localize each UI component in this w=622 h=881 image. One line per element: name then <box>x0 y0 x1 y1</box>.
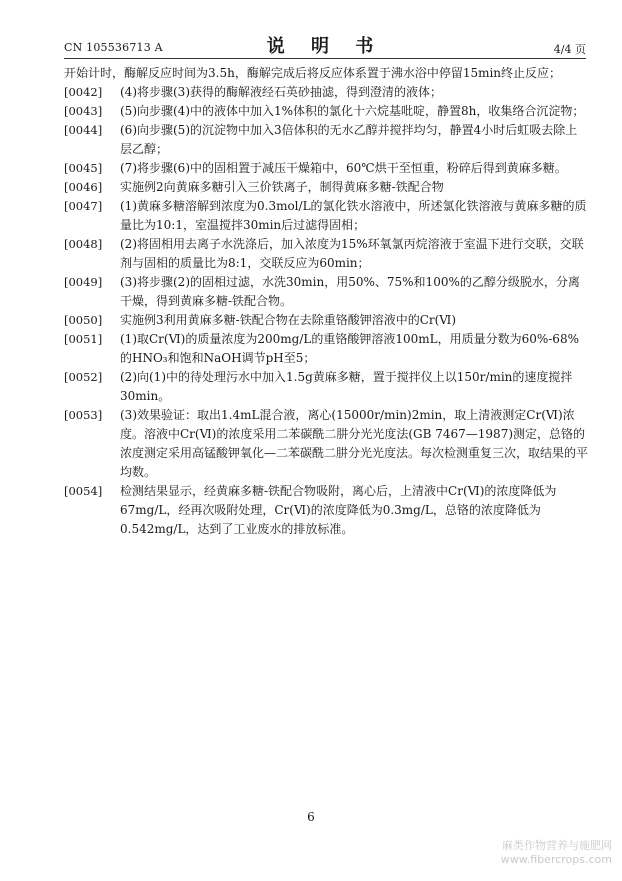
paragraph-number: [0044] <box>64 123 103 137</box>
paragraph-text: (1)黄麻多糖溶解到浓度为0.3mol/L的氯化铁水溶液中，所述氯化铁溶液与黄麻多糖的质量比为10:1，室温搅拌30min后过滤得固相； <box>120 199 587 232</box>
paragraph <box>64 121 588 159</box>
paragraph-number: [0045] <box>64 161 103 175</box>
page-number: 6 <box>307 810 315 824</box>
document-title: 说 明 书 <box>266 36 384 57</box>
paragraph-text: (6)向步骤(5)的沉淀物中加入3倍体积的无水乙醇并搅拌均匀，静置4小时后虹吸去除上层乙醇； <box>120 123 578 156</box>
paragraph-number: [0052] <box>64 370 103 384</box>
watermark-site-name: 麻类作物营养与施肥网 <box>502 839 612 852</box>
paragraph-text: (5)向步骤(4)中的液体中加入1%体积的氯化十六烷基吡啶，静置8h，收集络合沉淀物； <box>120 104 585 118</box>
paragraph-text: (3)将步骤(2)的固相过滤，水洗30min，用50%、75%和100%的乙醇分级脱水，分离干燥，得到黄麻多糖-铁配合物。 <box>120 275 580 308</box>
paragraph-number: [0053] <box>64 408 103 422</box>
paragraph <box>64 197 588 235</box>
page-indicator: 4/4 页 <box>553 43 586 56</box>
paragraph <box>64 330 588 368</box>
paragraph-text: 实施例2向黄麻多糖引入三价铁离子，制得黄麻多糖-铁配合物 <box>120 180 444 194</box>
paragraph <box>64 482 588 539</box>
paragraph <box>64 273 588 311</box>
paragraph <box>64 178 588 197</box>
watermark <box>501 839 612 867</box>
paragraph-text: (1)取Cr(Ⅵ)的质量浓度为200mg/L的重铬酸钾溶液100mL，用质量分数为60%-68%的HNO₃和饱和NaOH调节pH至5； <box>120 332 579 365</box>
paragraph-text: 实施例3利用黄麻多糖-铁配合物在去除重铬酸钾溶液中的Cr(Ⅵ) <box>120 313 457 327</box>
paragraph-number: [0049] <box>64 275 103 289</box>
paragraph <box>64 406 588 482</box>
header-rule <box>64 58 586 59</box>
watermark-url: www.fibercrops.com <box>500 853 612 866</box>
paragraph <box>64 83 588 102</box>
paragraph-text: (7)将步骤(6)中的固相置于减压干燥箱中，60℃烘干至恒重，粉碎后得到黄麻多糖。 <box>120 161 567 175</box>
page-footer <box>0 810 622 824</box>
paragraph-number: [0048] <box>64 237 103 251</box>
paragraph-text: 检测结果显示，经黄麻多糖-铁配合物吸附，离心后，上清液中Cr(Ⅵ)的浓度降低为67mg/L，经再次吸附处理，Cr(Ⅵ)的浓度降低为0.3mg/L，总铬的浓度降低为0.542mg/L，达到了工业废水的排放标准。 <box>120 484 557 536</box>
paragraph-number: [0051] <box>64 332 103 346</box>
paragraph-text: 开始计时，酶解反应时间为3.5h，酶解完成后将反应体系置于沸水浴中停留15min终止反应； <box>64 66 562 80</box>
paragraph <box>64 235 588 273</box>
paragraph <box>64 102 588 121</box>
paragraph <box>64 368 588 406</box>
paragraph-text: (4)将步骤(3)获得的酶解液经石英砂抽滤，得到澄清的液体； <box>120 85 442 99</box>
paragraph-number: [0050] <box>64 313 103 327</box>
paragraph-number: [0047] <box>64 199 103 213</box>
publication-number: CN 105536713 A <box>64 41 163 54</box>
paragraph-text: (2)向(1)中的待处理污水中加入1.5g黄麻多糖，置于搅拌仪上以150r/min的速度搅拌30min。 <box>120 370 573 403</box>
paragraph-number: [0046] <box>64 180 103 194</box>
paragraph-number: [0042] <box>64 85 103 99</box>
paragraph <box>64 159 588 178</box>
paragraph <box>64 64 588 83</box>
document-body <box>64 64 588 539</box>
paragraph-number: [0054] <box>64 484 103 498</box>
page-header <box>64 30 586 60</box>
paragraph <box>64 311 588 330</box>
paragraph-text: (3)效果验证：取出1.4mL混合液，离心(15000r/min)2min，取上清液测定Cr(Ⅵ)浓度。溶液中Cr(Ⅵ)的浓度采用二苯碳酰二肼分光光度法(GB 7467—1987)测定，总铬的浓度测定采用高锰酸钾氧化—二苯碳酰二肼分光光度法。每次检测重复三次，取结果的平均数。 <box>120 408 589 479</box>
paragraph-text: (2)将固相用去离子水洗涤后，加入浓度为15%环氧氯丙烷溶液于室温下进行交联，交联剂与固相的质量比为8:1，交联反应为60min； <box>120 237 584 270</box>
paragraph-number: [0043] <box>64 104 103 118</box>
